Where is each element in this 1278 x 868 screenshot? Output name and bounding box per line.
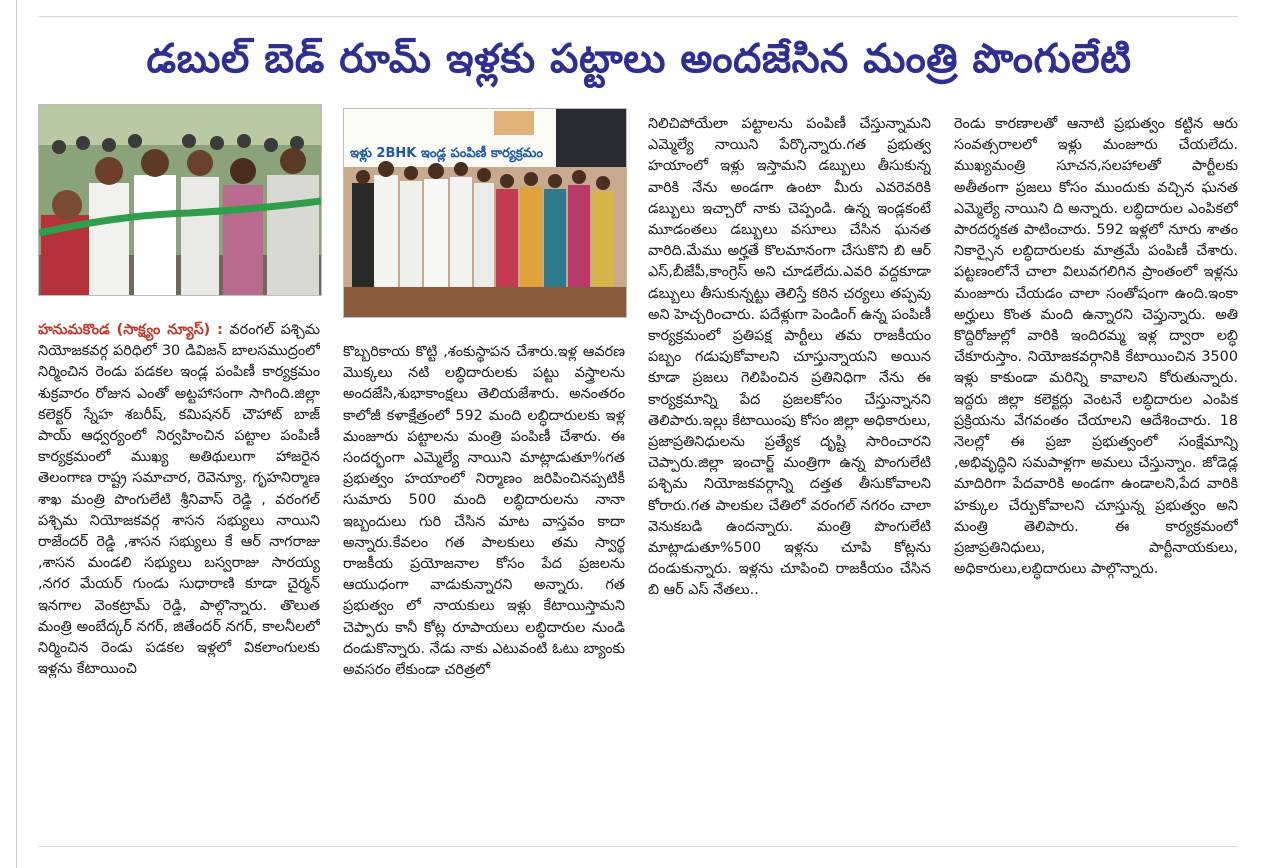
page-left-border: [16, 0, 17, 868]
column-1-text: వరంగల్ పశ్చిమ నియోజకవర్గ పరిధిలో 30 డివిజన్ బాలసముద్రంలో నిర్మించిన రెండు పడకల ఇండ్ల పంపిణీ కార్యక్రమం శుక్రవారం రోజున ఎంతో అట్టహాసంగా సాగింది.జిల్లా కలెక్టర్ స్నేహ శబరీష్, కమిషనర్ చౌహాట్ బాజ్ పాయ్ ఆధ్వర్యంలో నిర్వహించిన పట్టాల పంపిణీ కార్యక్రమంలో ముఖ్య అతిథులుగా హాజరైన తెలంగాణ రాష్ట్ర సమాచార, రెవెన్యూ, గృహనిర్మాణ శాఖ మంత్రి పొంగులేటి శ్రీనివాస్ రెడ్డి , వరంగల్ పశ్చిమ నియోజకవర్గ శాసన సభ్యులు నాయిని రాజేందర్ రెడ్డి ,శాసన సభ్యులు కే ఆర్ నాగరాజు ,శాసన మండలి సభ్యులు బస్వరాజు సారయ్య ,నగర మేయర్ గుండు సుధారాణి కూడా చైర్మన్ ఇనగాల వెంకట్రామ్ రెడ్డి, పాల్గొన్నారు. తొలుత మంత్రి అంబేద్కర్ నగర్, జితేందర్ నగర్, కాలనీలలో నిర్మించిన రెండు పడకల ఇళ్లలో వికలాంగులకు ఇళ్లను కేటాయించి: [38, 322, 320, 678]
paragraph-1: [38, 320, 320, 680]
article-headline: డబుల్ బెడ్ రూమ్ ఇళ్లకు పట్టాలు అందజేసిన మంత్రి పొంగులేటి: [146, 36, 1132, 82]
article-column-3: [648, 114, 931, 822]
article-column-4: [954, 114, 1238, 822]
article-column-1: [38, 320, 320, 820]
column-3-text: నిలిచిపోయేలా పట్టాలను పంపిణీ చేస్తున్నామని ఎమ్మెల్యే నాయిని పేర్కొన్నారు.గత ప్రభుత్వ హయాంలో ఇళ్లు ఇస్తామని డబ్బులు తీసుకున్న వారికి నేను అండగా ఉంటా మీరు ఎవరెవరికి డబ్బులు ఇచ్చారో నాకు చెప్పండి. ఉన్న ఇండ్లకంటే మూడంతలు డబ్బులు వసూలు చేసిన ఘనత వారిది.మేము అర్హతే కొలమానంగా చేసుకొని బి ఆర్ ఎస్,బీజేపీ,కాంగ్రెస్ అని చూడలేదు.ఎవరి వద్దకూడా డబ్బులు తీసుకున్నట్టు తెలిస్తే కఠిన చర్యలు తప్పవు అని హెచ్చరించారు. పదేళ్లుగా పెండింగ్ ఉన్న పంపిణీ కార్యక్రమంలో ప్రతిపక్ష పార్టీలు తమ రాజకీయం పబ్బం గడుపుకోవాలని చూస్తున్నాయని అయిన కూడా ప్రజలు గెలిపించిన ప్రతినిధిగా నేను ఈ కార్యక్రమాన్ని పేద ప్రజలకోసం చేస్తున్నానని తెలిపారు.ఇల్లు కేటాయింపు కోసం జిల్లా అధికారులు, ప్రజాప్రతినిధులను ప్రత్యేక దృష్టి సారించారని చెప్పారు.జిల్లా ఇంచార్జ్ మంత్రిగా ఉన్న పొంగులేటి పశ్చిమ నియోజకవర్గాన్ని దత్తత తీసుకోవాలని కోరారు.గత పాలకుల చేతిలో వరంగల్ నగరం చాలా వెనుకబడి ఉందన్నారు. మంత్రి పొంగులేటి మాట్లాడుతూ%500 ఇళ్లను చూపి కోట్లను దండుకున్నారు. ఇళ్లను చూపించి రాజకీయం చేసిన బి ఆర్ ఎస్ నేతలు..: [648, 116, 931, 599]
event-banner-text: ఇళ్లు 2BHK ఇండ్ల పంపిణీ కార్యక్రమం: [350, 146, 543, 161]
dateline: హనుమకొండ (సాక్ష్యం న్యూస్) :: [38, 322, 223, 338]
stage-event-photo: [343, 108, 627, 318]
column-2-text: కొబ్బరికాయ కొట్టి ,శంకుస్థాపన చేశారు.ఇళ్ల ఆవరణ మొక్కలు నటి లబ్ధిదారులకు పట్టు వస్త్రాలను అందజేసి,శుభాకాంక్షలు తెలియజేశారు. అనంతరం కాలోజీ కళాక్షేత్రంలో 592 మంది లబ్ధిదారులకు ఇళ్ల మంజూరు పట్టాలను మంత్రి పంపిణీ చేశారు. ఈ సందర్భంగా ఎమ్మెల్యే నాయిని మాట్లాడుతూ%గత ప్రభుత్వం హయాంలో నిర్మాణం జరిపించినప్పటికీ సుమారు 500 మంది లబ్ధిదారులను నానా ఇబ్బందులు గురి చేసిన మాట వాస్తవం కాదా అన్నారు.కేవలం గత పాలకులు తమ స్వార్థ రాజకీయ ప్రయోజనాల కోసం పేద ప్రజలను ఆయుధంగా వాడుకున్నారని అన్నారు. గత ప్రభుత్వం లో నాయకులు ఇళ్లు కేటాయిస్తామని చెప్పారు కానీ కోట్ల రూపాయలు లబ్ధిదారుల నుండి దండుకొన్నారు. నేడు నాకు ఎటువంటి ఓటు బ్యాంకు అవసరం లేకుండా చరిత్రలో: [343, 344, 625, 679]
top-rule: [38, 16, 1238, 17]
article-column-2: [343, 342, 625, 822]
column-4-text: రెండు కారణాలతో ఆనాటి ప్రభుత్వం కట్టిన ఆరు సంవత్సరాలలో ఇళ్లు మంజూరు చేయలేదు. ముఖ్యమంత్రి సూచన,సలహాలతో పార్టీలకు అతీతంగా ప్రజలు కోసం ముందుకు వచ్చిన ఘనత ఎమ్మెల్యే నాయిని ది అన్నారు. లబ్ధిదారుల ఎంపికలో పారదర్శకత పాటించారు. 592 ఇళ్లలో నూరు శాతం నికార్సైన లబ్ధిదారులకు మాత్రమే పంపిణీ చేశారు. పట్టణంలోనే చాలా విలువగలిగిన ప్రాంతంలో ఇళ్లను మంజూరు చేయడం చాలా సంతోషంగా ఉంది.ఇంకా అర్హులు కొంత మంది ఉన్నారని చెప్తున్నారు. అతి కొద్దిరోజుల్లో వారికి ఇందిరమ్మ ఇళ్ల ద్వారా లబ్ధి చేకూరుస్తాం. నియోజకవర్గానికి కేటాయించిన 3500 ఇళ్లు కాకుండా మరిన్ని కావాలని కోరుతున్నారు. ఇద్దరు జిల్లా కలెక్టర్లు వెంటనే లబ్ధిదారుల ఎంపిక ప్రక్రియను వేగవంతం చేయాలని ఆదేశించారు. 18 నెలల్లో ఈ ప్రజా ప్రభుత్వంలో సంక్షేమాన్ని ,అభివృద్ధిని సమపాళ్లగా అమలు చేస్తున్నాం. జోడెడ్ల మాదిరిగా పేదవారికి అండగా ఉండాలని,పేద వారికి హక్కుల చేర్పుకోవాలని చూస్తున్న ప్రభుత్వం అని మంత్రి తెలిపారు. ఈ కార్యక్రమంలో ప్రజాప్రతినిధులు, పార్టీనాయకులు, అధికారులు,లబ్ధిదారులు పాల్గొన్నారు.: [954, 116, 1238, 578]
bottom-rule: [38, 846, 1238, 847]
ribbon-cutting-photo: [38, 104, 322, 296]
